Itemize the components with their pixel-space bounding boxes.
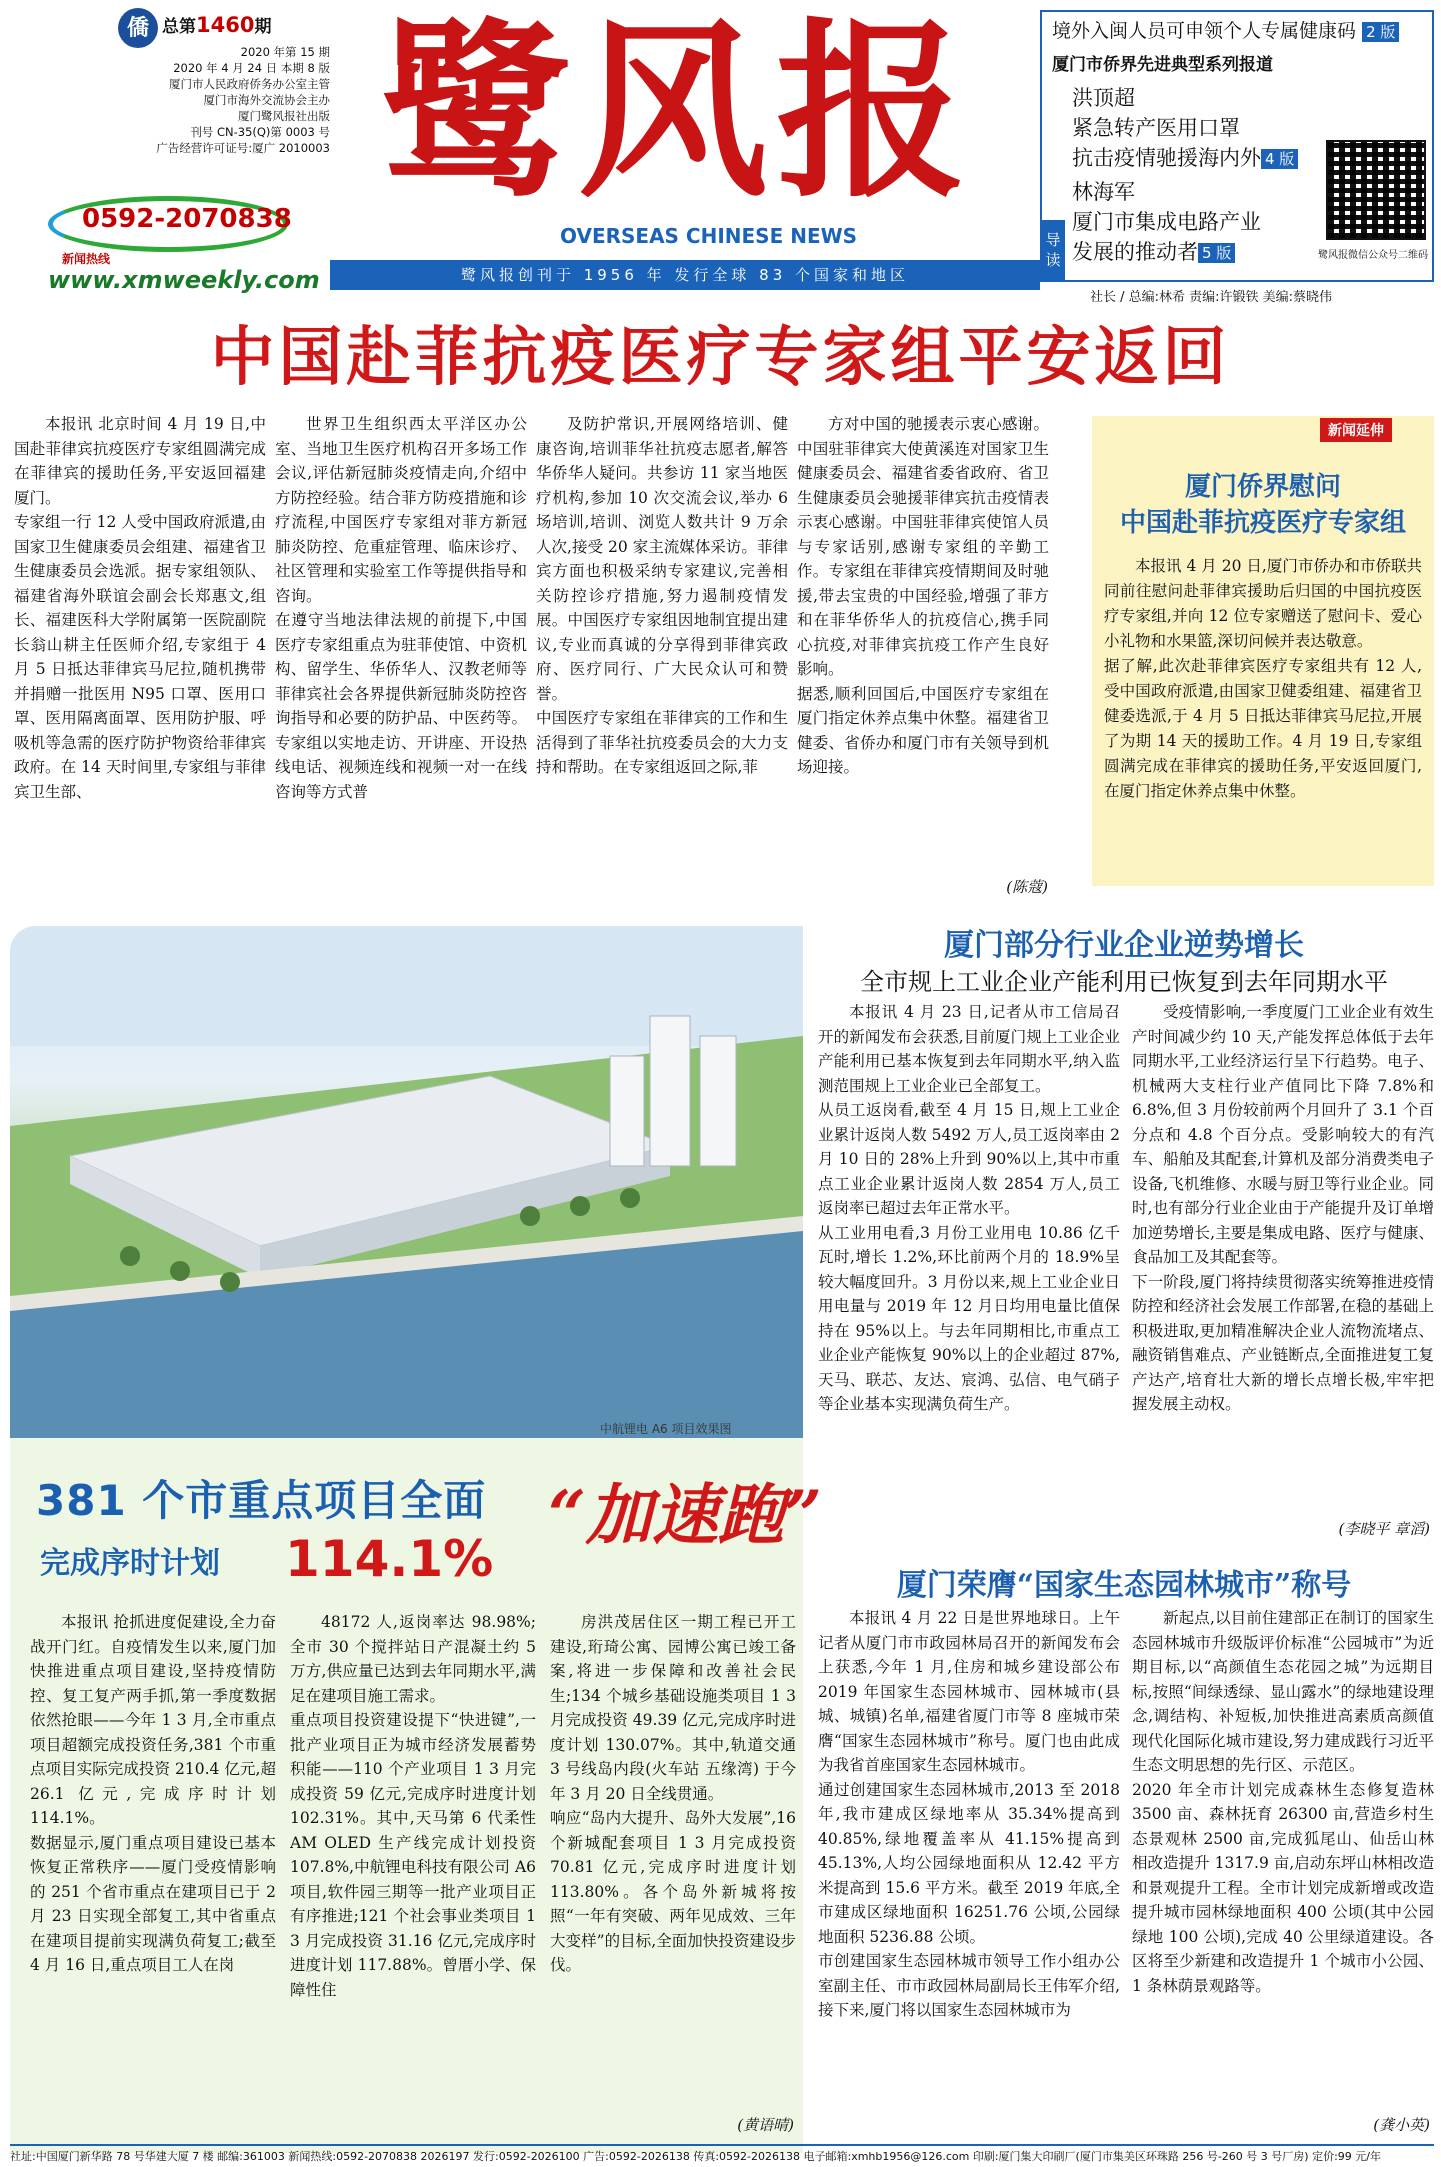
article-text: 本报讯 抢抓进度促建设,全力奋战开门红。自疫情发生以来,厦门加快推进重点项目建设,坚持疫情防控、复工复产两手抓,第一季度数据依然抢眼——今年 1 3 月,全市重点项目超额完成投资任务,381 个市重点项目实际完成投资 210.4 亿元,超 26.1 亿元,完成序时计划 114.1%。 数据显示,厦门重点项目建设已基本恢复正常秩序——厦门受疫情影响的 251 个省市重点在建项目已于 2 月 23 日实现全部复工,其中省重点在建项目提前实现满负荷复工;截至 4 月 16 日,重点项目工人在岗 — [30, 1613, 276, 1974]
sidebar-body — [1104, 554, 1422, 880]
info-line: 厦门鹭风报社出版 — [238, 109, 330, 123]
projects-column-2 — [290, 1610, 536, 2140]
lead-column-4 — [797, 412, 1049, 878]
lead-signature: (陈蔻) — [1006, 878, 1048, 896]
newspaper-brand-title: 鹭风报 — [380, 0, 975, 223]
projects-signature: (黄语晴) — [737, 2116, 794, 2134]
page-footer: 社址:中国厦门新华路 78 号华建大厦 7 楼 邮编:361003 新闻热线:0592-2070838 2026197 发行:0592-2026100 广告:0592-2026138 传真:0592-2026138 电子邮箱:xmhb1956@126.com 印刷:厦门集大印刷厂(厦门市集美区环珠路 256 号-260 号 3 号厂房) 定价:99 元/年 — [10, 2144, 1434, 2166]
article-text: 世界卫生组织西太平洋区办公室、当地卫生医疗机构召开多场工作会议,评估新冠肺炎疫情走向,介绍中方防控经验。结合菲方防疫措施和诊疗流程,中国医疗专家组对菲方新冠肺炎防控、危重症管理、临床诊疗、社区管理和实验室工作等提供指导和咨询。 在遵守当地法律法规的前提下,中国医疗专家组重点为驻菲使馆、中资机构、留学生、华侨华人、汉教老师等菲律宾社会各界提供新冠肺炎防控咨询指导和必要的防护品、中医药等。专家组以实地走访、开讲座、开设热线电话、视频连线和视频一对一在线咨询等方式普 — [275, 415, 527, 801]
article-text: 本报讯 4 月 23 日,记者从市工信局召开的新闻发布会获悉,目前厦门规上工业企业产能利用已基本恢复到去年同期水平,纳入监测范围规上工业企业已全部复工。 从员工返岗看,截至 4 月 15 日,规上工业企业累计返岗人数 5492 万人,员工返岗率由 2 月 10 日的 28%上升到 90%以上,其中市重点工业企业累计返岗人数 2854 万人,员工返岗率已超过去年正常水平。 从工业用电看,3 月份工业用电 10.86 亿千瓦时,增长 1.2%,环比前两个月的 18.9%呈较大幅度回升。3 月份以来,规上工业企业日用电量与 2019 年 12 月日均用电量比值保持在 95%以上。与去年同期相比,市重点工业企业产能恢复 90%以上的企业超过 87%,天马、联芯、友达、宸鸿、弘信、电气硝子等企业基本实现满负荷生产。 — [818, 1003, 1120, 1413]
news-hotline-label: 新闻热线 — [62, 252, 111, 266]
sidebar-title-line1: 厦门侨界慰问 — [1184, 472, 1341, 502]
guide-item[interactable]: 林海军 — [1072, 180, 1135, 204]
newspaper-brand-english: OVERSEAS CHINESE NEWS — [560, 224, 858, 248]
garden-column-2 — [1132, 1606, 1434, 2116]
article-text: 方对中国的驰援表示衷心感谢。中国驻菲律宾大使黄溪连对国家卫生健康委员会、福建省委省政府、省卫生健康委员会驰援菲律宾抗击疫情表示衷心感谢。中国驻菲律宾使馆人员与专家话别,感谢专家组的辛勤工作。专家组在菲律宾疫情期间及时驰援,带去宝贵的中国经验,增强了菲方和在菲华侨华人的抗疫信心,携手同心抗疫,对菲律宾抗疫工作产生良好影响。 据悉,顺利回国后,中国医疗专家组在厦门指定休养点集中休整。福建省卫健委、省侨办和厦门市有关领导到机场迎接。 — [797, 415, 1049, 776]
projects-column-1 — [30, 1610, 276, 2140]
industry-headline: 厦门部分行业企业逆势增长 — [944, 928, 1304, 963]
website-link[interactable]: www.xmweekly.com — [48, 266, 320, 294]
garden-signature: (龚小英) — [1373, 2116, 1430, 2134]
projects-subheadline: 完成序时计划 — [40, 1546, 220, 1581]
info-line: 2020 年 4 月 24 日 本期 8 版 — [173, 61, 330, 75]
page-ref-badge: 4 版 — [1261, 149, 1298, 169]
news-extension-tag: 新闻延伸 — [1320, 418, 1392, 442]
newspaper-logo-emblem: 僑 — [118, 8, 158, 48]
masthead-banner: 鹭风报创刊于 1956 年 发行全球 83 个国家和地区 — [330, 260, 1040, 290]
publication-info — [70, 44, 330, 156]
photo-caption: 中航锂电 A6 项目效果图 — [600, 1422, 732, 1436]
garden-headline: 厦门荣膺“国家生态园林城市”称号 — [896, 1568, 1352, 1603]
garden-column-1 — [818, 1606, 1120, 2140]
industry-subheadline: 全市规上工业企业产能利用已恢复到去年同期水平 — [860, 968, 1388, 996]
guide-item[interactable]: 发展的推动者 5 版 — [1072, 236, 1235, 266]
lead-column-2 — [275, 412, 527, 900]
industry-column-1 — [818, 1000, 1120, 1540]
staff-credits: 社长 / 总编:林希 责编:许锻铁 美编:蔡晓伟 — [1090, 290, 1333, 305]
issue-number: 总第1460期 — [162, 13, 272, 37]
article-text: 本报讯 4 月 22 日是世界地球日。上午记者从厦门市市政园林局召开的新闻发布会上获悉,今年 1 月,住房和城乡建设部公布 2019 年国家生态园林城市、园林城市(县城、城镇)名单,福建省厦门市等 8 座城市荣膺“国家生态园林城市”称号。厦门也由此成为我省首座国家生态园林城市。 通过创建国家生态园林城市,2013 至 2018 年,我市建成区绿地率从 35.34%提高到 40.85%,绿地覆盖率从 41.15%提高到 45.13%,人均公园绿地面积从 12.42 平方米提高到 15.6 平方米。截至 2019 年底,全市建成区绿地面积 16251.76 公顷,公园绿地面积 5236.88 公顷。 市创建国家生态园林城市领导工作小组办公室副主任、市市政园林局副局长王伟军介绍,接下来,厦门将以国家生态园林城市为 — [818, 1609, 1120, 2019]
page-ref-badge: 5 版 — [1198, 243, 1235, 263]
info-line: 厦门市海外交流协会主办 — [203, 93, 330, 107]
guide-item[interactable]: 厦门市集成电路产业 — [1072, 210, 1261, 234]
news-hotline-number[interactable]: 0592-2070838 — [82, 204, 292, 234]
qr-caption: 鹭风报微信公众号二维码 — [1318, 250, 1428, 261]
factory-rendering-illustration — [10, 926, 803, 1438]
lead-headline: 中国赴菲抗疫医疗专家组平安返回 — [210, 321, 1231, 395]
lead-column-3 — [536, 412, 788, 900]
article-text: 受疫情影响,一季度厦门工业企业有效生产时间减少约 10 天,产能发挥总体低于去年同期水平,工业经济运行呈下行趋势。电子、机械两大支柱行业产值同比下降 7.8%和 6.8%,但 3 月份较前两个月回升了 3.1 个百分点和 4.8 个百分点。受影响较大的有汽车、船舶及其配套,计算机及部分消费类电子设备,飞机维修、水暖与厨卫等行业企业。同时,也有部分行业企业由于产能提升及订单增加逆势增长,主要是集成电路、医疗与健康、食品加工及其配套等。 下一阶段,厦门将持续贯彻落实统筹推进疫情防控和经济社会发展工作部署,在稳的基础上积极进取,更加精准解决企业人流物流堵点、融资销售难点、产业链断点,全面推进复工复产达产,培育壮大新的增长点增长极,牢牢把握发展主动权。 — [1132, 1003, 1434, 1413]
guide-item[interactable]: 洪顶超 — [1072, 86, 1135, 110]
qr-code-icon[interactable] — [1326, 140, 1426, 240]
industry-signature: (李晓平 章滔) — [1338, 1520, 1430, 1538]
article-text: 本报讯 4 月 20 日,厦门市侨办和市侨联共同前往慰问赴菲律宾援助后归国的中国抗疫医疗专家组,并向 12 位专家赠送了慰问卡、爱心小礼物和水果篮,深切问候并表达敬意。 据了解,此次赴菲律宾医疗专家组共有 12 人,受中国政府派遣,由国家卫健委组建、福建省卫健委选派,于 4 月 5 日抵达菲律宾马尼拉,开展了为期 14 天的援助工作。4 月 19 日,专家组圆满完成在菲律宾的援助任务,平安返回厦门,在厦门指定休养点集中休整。 — [1104, 557, 1422, 800]
article-text: 48172 人,返岗率达 98.98%;全市 30 个搅拌站日产混凝土约 5 万方,供应量已达到去年同期水平,满足在建项目施工需求。 重点项目投资建设提下“快进键”,一批产业项目正为城市经济发展蓄势积能——110 个产业项目 1 3 月完成投资 59 亿元,完成序时进度计划 102.31%。其中,天马第 6 代柔性 AM OLED 生产线完成计划投资 107.8%,中航锂电科技有限公司 A6 项目,软件园三期等一批产业项目正有序推进;121 个社会事业类项目 1 3 月完成投资 31.16 亿元,完成序时进度计划 117.88%。曾厝小学、保障性住 — [290, 1613, 536, 1999]
project-rendering-image — [10, 926, 803, 1438]
guide-item[interactable]: 紧急转产医用口罩 — [1072, 116, 1240, 140]
article-text: 房洪茂居住区一期工程已开工建设,珩琦公寓、园博公寓已竣工备案,将进一步保障和改善社会民生;134 个城乡基础设施类项目 1 3 月完成投资 49.39 亿元,完成序时进度计划 130.07%。其中,轨道交通 3 号线岛内段(火车站 五缘湾) 于今年 3 月 20 日全线贯通。 响应“岛内大提升、岛外大发展”,16 个新城配套项目 1 3 月完成投资 70.81 亿元,完成序时进度计划 113.80%。各个岛外新城将按照“一年有突破、两年见成效、三年大变样”的目标,全面加快投资建设步伐。 — [550, 1613, 796, 1974]
info-line: 刊号 CN-35(Q)第 0003 号 — [190, 125, 330, 139]
article-text: 本报讯 北京时间 4 月 19 日,中国赴菲律宾抗疫医疗专家组圆满完成在菲律宾的援助任务,平安返回福建厦门。 专家组一行 12 人受中国政府派遣,由国家卫生健康委员会组建、福建省卫生健康委员会选派。据专家组领队、福建省海外联谊会副会长郑惠文,组长、福建医科大学附属第一医院副院长翁山耕主任医师介绍,专家组于 4 月 5 日抵达菲律宾马尼拉,随机携带并捐赠一批医用 N95 口罩、医用口罩、医用隔离面罩、医用防护服、呼吸机等急需的医疗防护物资给菲律宾政府。在 14 天时间里,专家组与菲律宾卫生部、 — [14, 415, 266, 801]
sidebar-title-line2: 中国赴菲抗疫医疗专家组 — [1119, 508, 1406, 538]
guide-tag: 导读 — [1041, 220, 1065, 280]
projects-column-3 — [550, 1610, 796, 2116]
guide-item[interactable]: 境外入闽人员可申领个人专属健康码 2 版 — [1052, 16, 1399, 43]
page-ref-badge: 2 版 — [1362, 22, 1399, 42]
projects-headline: 381 个市重点项目全面 — [36, 1476, 487, 1525]
guide-item[interactable]: 厦门市侨界先进典型系列报道 — [1052, 55, 1273, 75]
info-line: 厦门市人民政府侨务办公室主管 — [169, 77, 330, 91]
industry-column-2 — [1132, 1000, 1434, 1516]
article-text: 及防护常识,开展网络培训、健康咨询,培训菲华社抗疫志愿者,解答华侨华人疑问。共参访 11 家当地医疗机构,参加 10 次交流会议,举办 6 场培训,培训、浏览人数共计 9 万余人次,接受 20 家主流媒体采访。菲律宾方面也积极采纳专家建议,完善相关防控诊疗措施,努力遏制疫情发展。中国医疗专家组因地制宜提出建议,专业而真诚的分享得到菲律宾政府、医疗同行、广大民众认可和赞誉。 中国医疗专家组在菲律宾的工作和生活得到了菲华社抗疫委员会的大力支持和帮助。在专家组返回之际,菲 — [536, 415, 788, 776]
issue-year-number: 2020 年第 15 期 — [240, 45, 330, 59]
projects-percentage: 114.1% — [285, 1530, 494, 1588]
guide-item[interactable]: 抗击疫情驰援海内外 4 版 — [1072, 142, 1298, 172]
info-line: 广告经营许可证号:厦广 2010003 — [156, 141, 330, 155]
lead-column-1 — [14, 412, 266, 900]
projects-headline-accent: “加速跑” — [548, 1476, 822, 1554]
article-text: 新起点,以目前住建部正在制订的国家生态园林城市升级版评价标准“公园城市”为近期目标,以“高颜值生态花园之城”为远期目标,按照“间绿透绿、显山露水”的绿地建设理念,调结构、补短板,加快推进高素质高颜值现代化国际化城市建设,努力建成践行习近平生态文明思想的先行区、示范区。 2020 年全市计划完成森林生态修复造林 3500 亩、森林抚育 26300 亩,营造乡村生态景观林 2500 亩,完成狐尾山、仙岳山林相改造提升 1317.9 亩,启动东坪山林相改造和景观提升工程。全市计划完成新增或改造提升城市园林绿地面积 400 公顷(其中公园绿地 100 公顷),完成 40 公里绿道建设。各区将至少新建和改造提升 1 个城市小公园、1 条林荫景观路等。 — [1132, 1609, 1434, 1995]
